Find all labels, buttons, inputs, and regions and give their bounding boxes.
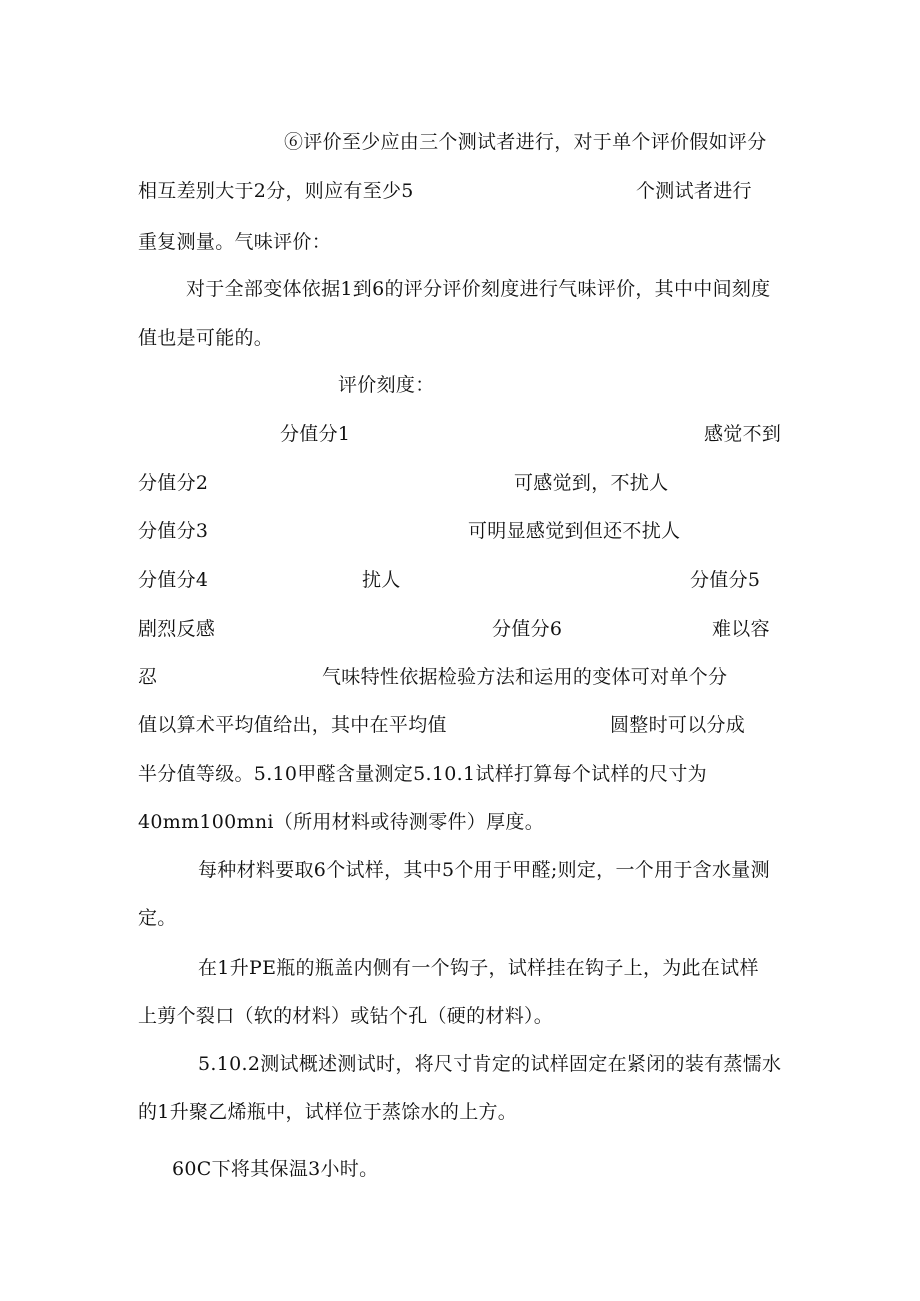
text-line: 分值分3 bbox=[138, 520, 209, 542]
text-line: 相互差别大于2分，则应有至少5 bbox=[138, 180, 414, 202]
text-line: 值以算术平均值给出，其中在平均值 bbox=[138, 714, 447, 736]
text-line: 可明显感觉到但还不扰人 bbox=[468, 520, 681, 542]
text-line: 可感觉到，不扰人 bbox=[514, 472, 669, 494]
text-line: 分值分1 bbox=[280, 423, 351, 445]
text-line: 每种材料要取6个试样，其中5个用于甲醛;则定，一个用于含水量测 bbox=[198, 859, 770, 881]
text-line: 气味特性依据检验方法和运用的变体可对单个分 bbox=[322, 666, 728, 688]
text-line: 5.10.2测试概述测试时，将尺寸肯定的试样固定在紧闭的装有蒸懦水 bbox=[198, 1053, 782, 1075]
text-line: 扰人 bbox=[362, 569, 401, 591]
text-line: 难以容 bbox=[712, 618, 770, 640]
text-line: 40mm100mni（所用材料或待测零件）厚度。 bbox=[138, 811, 545, 833]
text-line: 60C下将其保温3小时。 bbox=[172, 1158, 379, 1180]
text-line: 的1升聚乙烯瓶中，试样位于蒸馀水的上方。 bbox=[138, 1101, 518, 1123]
text-line: 圆整时可以分成 bbox=[610, 714, 746, 736]
text-line: 个测试者进行 bbox=[636, 180, 752, 202]
text-line: 半分值等级。5.10甲醛含量测定5.10.1试样打算每个试样的尺寸为 bbox=[138, 763, 707, 785]
text-line: 感觉不到 bbox=[704, 423, 782, 445]
text-line: 分值分4 bbox=[138, 569, 209, 591]
text-line: 剧烈反感 bbox=[138, 618, 216, 640]
text-line: 忍 bbox=[138, 666, 158, 688]
text-line: 重复测量。气味评价： bbox=[138, 231, 332, 253]
text-line: 分值分5 bbox=[690, 569, 761, 591]
text-line: 分值分6 bbox=[492, 618, 563, 640]
text-line: 评价刻度： bbox=[338, 374, 435, 396]
text-line: 值也是可能的。 bbox=[138, 327, 274, 349]
text-line: 在1升PE瓶的瓶盖内侧有一个钩子，试样挂在钩子上，为此在试样 bbox=[198, 957, 759, 979]
text-line: 定。 bbox=[138, 907, 177, 929]
text-line: 上剪个裂口（软的材料）或钻个孔（硬的材料）。 bbox=[138, 1005, 554, 1027]
text-line: 分值分2 bbox=[138, 472, 209, 494]
text-line: 对于全部变体依据1到6的评分评价刻度进行气味评价，其中中间刻度 bbox=[186, 278, 771, 300]
text-line: ⑥评价至少应由三个测试者进行，对于单个评价假如评分 bbox=[284, 131, 767, 153]
